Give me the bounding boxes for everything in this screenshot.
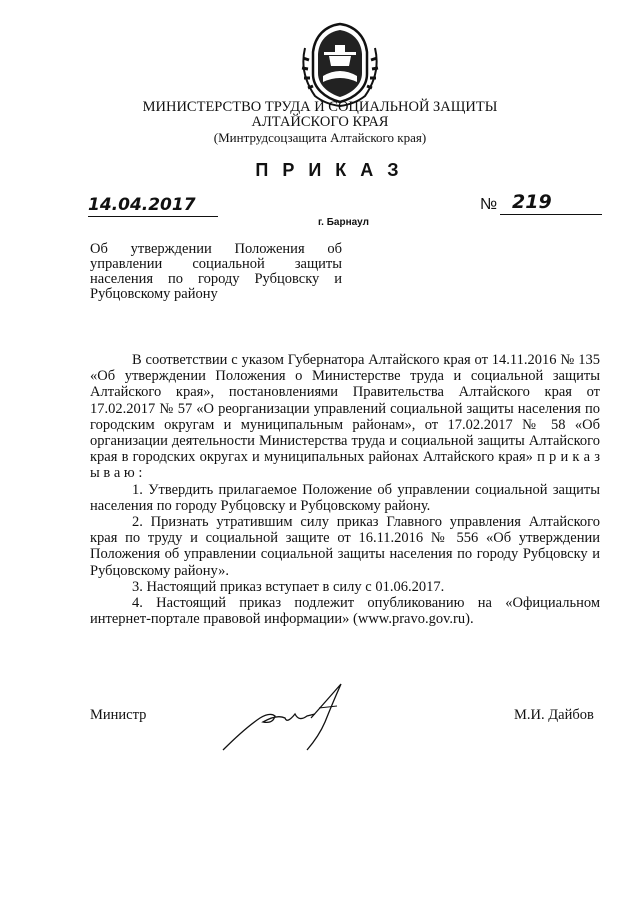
order-subject — [90, 242, 342, 302]
org-name-line1: МИНИСТЕРСТВО ТРУДА И СОЦИАЛЬНОЙ ЗАЩИТЫ — [142, 99, 498, 115]
order-number-label: № — [480, 196, 498, 213]
body-paragraph-item-3: 3. Настоящий приказ вступает в силу с 01.06.2017. — [132, 578, 445, 595]
handwritten-signature-icon — [215, 678, 365, 758]
body-paragraph-item-4: 4. Настоящий приказ подлежит опубликованию на «Официальном интернет-портале правовой информации» (www.pravo.gov.ru). — [90, 595, 600, 628]
org-short-name: (Минтрудсоцзащита Алтайского края) — [213, 130, 427, 145]
document-title: ПРИКАЗ — [255, 160, 413, 180]
body-paragraph-item-2: 2. Признать утратившим силу приказ Главного управления Алтайского края по труду и социальной защите от 16.11.2016 № 556 «Об утверждении Положения об управлении социальной защиты населения по городу Рубцовску и Рубцовскому району». — [90, 514, 600, 579]
altai-krai-coat-of-arms-icon — [295, 18, 385, 108]
body-paragraph-preamble: В соответствии с указом Губернатора Алтайского края от 14.11.2016 № 135 «Об утверждении Положения о Министерстве труда и социальной защиты Алтайского края», постановлениями Правительства Алтайского края от 17.02.2017 № 57 «О реорганизации управлений социальной защиты населения по городским округам и муниципальным районам», от 17.02.2017 № 58 «Об организации деятельности Министерства труда и социальной защиты Алтайского края в городских округах и муниципальных районах Алтайского края» п р и к а з ы в а ю : — [90, 352, 600, 482]
order-date: 14.04.2017 — [88, 195, 218, 217]
order-number-underline — [500, 214, 602, 215]
org-name-line2: АЛТАЙСКОГО КРАЯ — [251, 114, 389, 130]
subject-line: населения по городу Рубцовску и — [90, 271, 342, 287]
subject-line: управлении социальной защиты — [90, 256, 342, 272]
order-number: 219 — [512, 191, 552, 213]
signer-position: Министр — [90, 707, 147, 723]
subject-line: Рубцовскому району — [90, 286, 218, 302]
subject-line: Об утверждении Положения об — [90, 241, 342, 257]
city: г. Барнаул — [318, 217, 369, 228]
order-body — [90, 352, 600, 627]
body-paragraph-item-1: 1. Утвердить прилагаемое Положение об управлении социальной защиты населения по городу Рубцовску и Рубцовскому району. — [90, 481, 600, 514]
signer-name: М.И. Дайбов — [514, 707, 594, 723]
